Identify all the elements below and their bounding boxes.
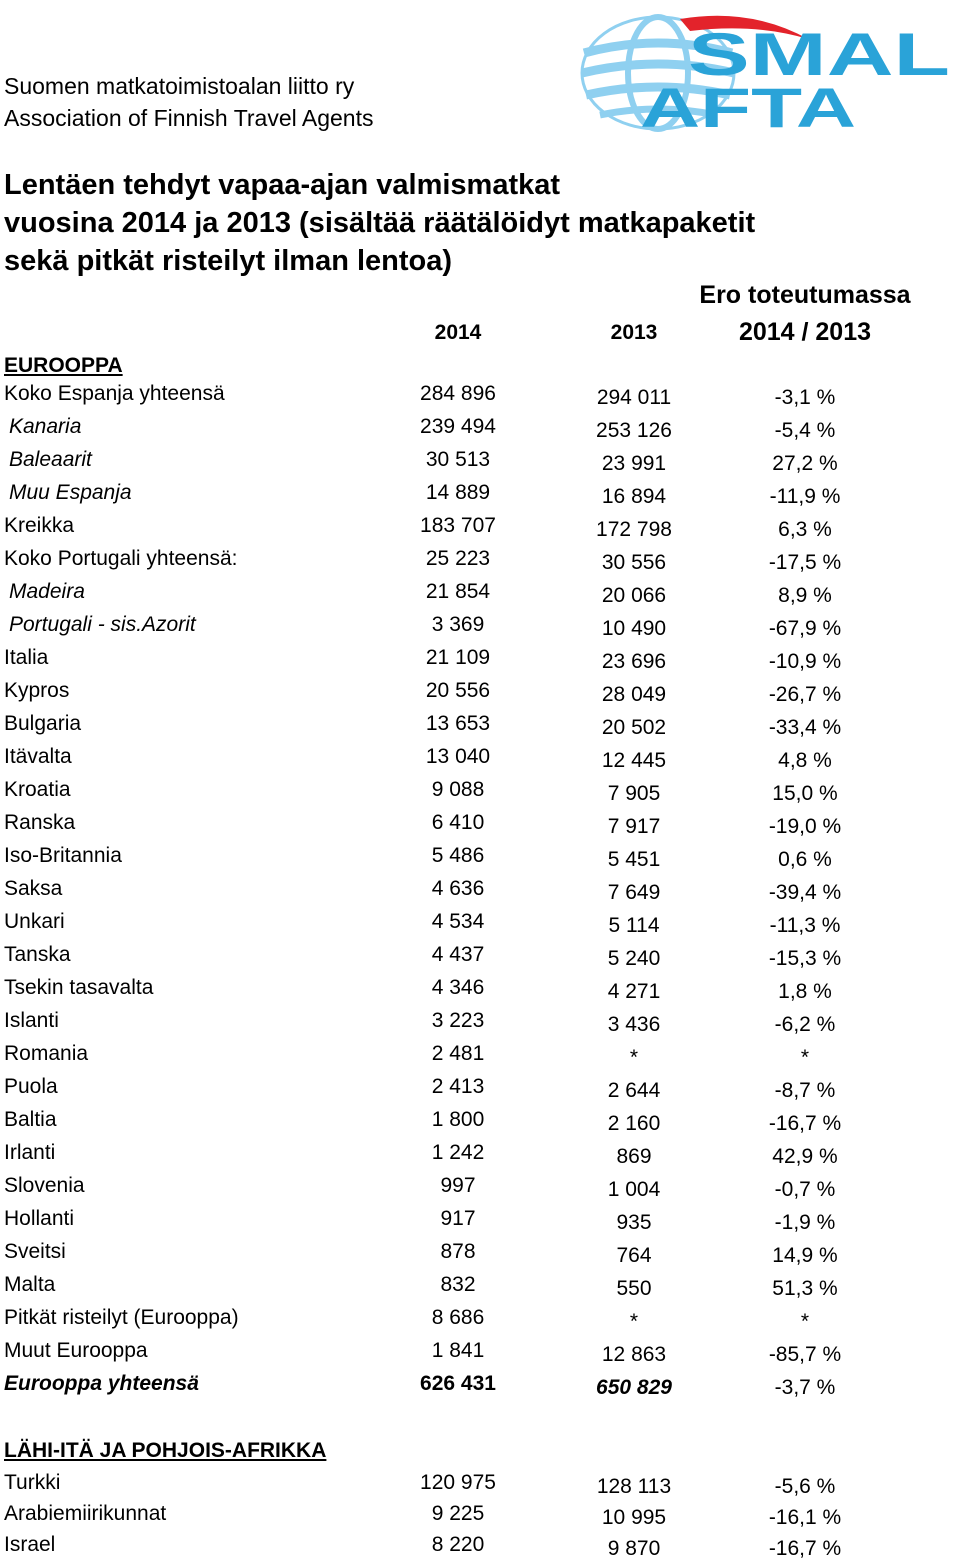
value-2014: 2 481 [431,1042,485,1065]
difference-percent: 15,0 % [772,782,838,805]
difference-percent: -85,7 % [768,1343,842,1366]
value-2013: 3 436 [607,1013,661,1036]
country-name: Kreikka [4,514,75,537]
value-2014: 13 040 [425,745,491,768]
difference-percent: -3,1 % [774,386,836,409]
value-2014: 14 889 [425,481,491,504]
value-2014: 9 088 [431,778,485,801]
value-2014: 25 223 [425,547,491,570]
section-title-middle-east: LÄHI-ITÄ JA POHJOIS-AFRIKKA [4,1439,327,1462]
table-row [0,1533,960,1563]
value-2014: 997 [440,1174,476,1197]
value-2013: 10 995 [601,1506,667,1529]
difference-percent: -5,4 % [774,419,836,442]
table-row [0,481,960,511]
table-row [0,1207,960,1237]
country-name: Iso-Britannia [4,844,122,867]
country-name: Koko Portugali yhteensä: [4,547,238,570]
country-name: Ranska [4,811,76,834]
value-2014: 5 486 [431,844,485,867]
value-2013: 935 [616,1211,652,1234]
table-row [0,844,960,874]
value-2014: 4 346 [431,976,485,999]
country-name: Kypros [4,679,70,702]
value-2013: 12 863 [601,1343,667,1366]
value-2014: 120 975 [420,1471,496,1494]
value-2013: 294 011 [596,386,672,409]
difference-percent: -0,7 % [774,1178,836,1201]
value-2014: 917 [440,1207,476,1230]
difference-percent: -16,7 % [768,1537,842,1560]
difference-percent: * [800,1310,810,1333]
value-2013: 30 556 [601,551,667,574]
table-row [0,1009,960,1039]
country-name: Unkari [4,910,65,933]
value-2013: 7 905 [607,782,661,805]
column-header-ratio: 2014 / 2013 [738,318,872,346]
difference-percent: -17,5 % [768,551,842,574]
table-row [0,976,960,1006]
difference-percent: 4,8 % [778,749,832,772]
country-name: Madeira [9,580,85,603]
value-2013: 550 [616,1277,652,1300]
title-line: vuosina 2014 ja 2013 (sisältää räätälöidyt matkapaketit [4,207,756,239]
difference-percent: -15,3 % [768,947,842,970]
difference-percent: -6,2 % [774,1013,836,1036]
value-2013: 10 490 [601,617,667,640]
table-row [0,514,960,544]
value-2014: 21 109 [425,646,491,669]
value-2014: 3 369 [431,613,485,636]
organization-name [4,70,373,134]
value-2014: 3 223 [431,1009,485,1032]
country-name: Malta [4,1273,56,1296]
difference-percent: -5,6 % [774,1475,836,1498]
country-name: Slovenia [4,1174,85,1197]
difference-percent: * [800,1046,810,1069]
difference-percent: 51,3 % [772,1277,838,1300]
difference-percent: -33,4 % [768,716,842,739]
value-2014: 6 410 [431,811,485,834]
difference-percent: -1,9 % [774,1211,836,1234]
value-2013: 7 649 [607,881,661,904]
table-row [0,1502,960,1532]
table-row [0,580,960,610]
value-2013: 128 113 [596,1475,672,1498]
table-row [0,1141,960,1171]
organization-name-fi: Suomen matkatoimistoalan liitto ry [4,73,355,99]
difference-percent: -39,4 % [768,881,842,904]
difference-percent: -67,9 % [768,617,842,640]
country-name: Israel [4,1533,56,1556]
value-2013: 7 917 [607,815,661,838]
table-row [0,1339,960,1369]
difference-percent: -11,9 % [769,485,841,508]
country-name: Turkki [4,1471,61,1494]
value-2013: 5 240 [607,947,661,970]
difference-percent: 14,9 % [772,1244,838,1267]
value-2013: 1 004 [607,1178,661,1201]
value-2013: 650 829 [596,1376,672,1399]
table-row [0,811,960,841]
country-name: Tanska [4,943,71,966]
value-2014: 183 707 [420,514,496,537]
title-line: sekä pitkät risteilyt ilman lentoa) [4,245,453,277]
value-2013: 253 126 [596,419,672,442]
value-2013: 869 [616,1145,652,1168]
table-row [0,1075,960,1105]
country-name: Koko Espanja yhteensä [4,382,225,405]
difference-percent: -8,7 % [774,1079,836,1102]
table-row [0,1042,960,1072]
difference-percent: 1,8 % [778,980,832,1003]
value-2014: 626 431 [420,1372,496,1395]
table-row [0,778,960,808]
country-name: Pitkät risteilyt (Eurooppa) [4,1306,239,1329]
table-row [0,1471,960,1501]
value-2013: 172 798 [596,518,672,541]
country-name: Italia [4,646,49,669]
logo-text-afta: AFTA [640,76,856,135]
difference-percent: 0,6 % [778,848,832,871]
value-2014: 8 220 [431,1533,485,1556]
difference-percent: -19,0 % [768,815,842,838]
table-row [0,712,960,742]
value-2013: 9 870 [607,1537,661,1560]
difference-percent: -16,1 % [768,1506,842,1529]
value-2013: 2 644 [607,1079,661,1102]
report-title [4,166,755,280]
difference-percent: -10,9 % [768,650,842,673]
difference-percent: -3,7 % [774,1376,836,1399]
value-2014: 284 896 [420,382,496,405]
country-name: Itävalta [4,745,72,768]
table-row [0,646,960,676]
value-2013: * [629,1310,639,1333]
country-name: Tsekin tasavalta [4,976,154,999]
value-2013: 12 445 [601,749,667,772]
organization-name-en: Association of Finnish Travel Agents [4,105,374,131]
country-name: Muut Eurooppa [4,1339,148,1362]
country-name: Puola [4,1075,58,1098]
value-2013: 5 114 [608,914,660,937]
country-name: Portugali - sis.Azorit [9,613,196,636]
table-row [0,910,960,940]
table-row [0,745,960,775]
country-name: Kroatia [4,778,71,801]
difference-percent: -26,7 % [768,683,842,706]
value-2014: 9 225 [431,1502,485,1525]
table-row [0,448,960,478]
column-header-2013: 2013 [610,321,658,344]
table-row [0,943,960,973]
table-row [0,382,960,412]
value-2014: 1 242 [431,1141,485,1164]
country-name: Islanti [4,1009,59,1032]
value-2014: 239 494 [420,415,496,438]
country-name: Arabiemiirikunnat [4,1502,167,1525]
country-name: Irlanti [4,1141,56,1164]
value-2013: 2 160 [607,1112,661,1135]
difference-percent: 42,9 % [772,1145,838,1168]
table-row [0,1240,960,1270]
country-name: Muu Espanja [9,481,132,504]
country-name: Baltia [4,1108,57,1131]
country-name: Saksa [4,877,63,900]
value-2013: 20 066 [601,584,667,607]
value-2013: 764 [616,1244,652,1267]
country-name: Sveitsi [4,1240,66,1263]
value-2014: 1 800 [431,1108,485,1131]
table-row [0,1108,960,1138]
logo-text-smal: SMAL [688,21,950,88]
country-name: Hollanti [4,1207,75,1230]
table-row [0,1372,960,1402]
value-2013: 28 049 [601,683,667,706]
table-row [0,1306,960,1336]
value-2013: 5 451 [607,848,661,871]
value-2014: 2 413 [431,1075,485,1098]
column-header-2014: 2014 [434,321,482,344]
value-2014: 30 513 [425,448,491,471]
value-2014: 20 556 [425,679,491,702]
value-2013: * [629,1046,639,1069]
value-2014: 1 841 [431,1339,485,1362]
value-2013: 23 991 [601,452,667,475]
value-2013: 16 894 [601,485,667,508]
value-2013: 20 502 [601,716,667,739]
country-name: Kanaria [9,415,82,438]
value-2014: 4 437 [431,943,485,966]
value-2014: 4 534 [431,910,485,933]
table-row [0,679,960,709]
country-name: Bulgaria [4,712,82,735]
smal-afta-logo [580,5,956,135]
table-row [0,1174,960,1204]
country-name: Eurooppa yhteensä [4,1372,199,1395]
value-2014: 13 653 [425,712,491,735]
difference-percent: -11,3 % [769,914,841,937]
title-line: Lentäen tehdyt vapaa-ajan valmismatkat [4,169,561,201]
section-title-europe: EUROOPPA [4,354,123,377]
value-2014: 21 854 [425,580,491,603]
table-row [0,547,960,577]
table-row [0,613,960,643]
value-2013: 23 696 [601,650,667,673]
table-row [0,415,960,445]
country-name: Baleaarit [9,448,92,471]
country-name: Romania [4,1042,89,1065]
value-2013: 4 271 [607,980,661,1003]
difference-percent: 8,9 % [778,584,832,607]
value-2014: 4 636 [431,877,485,900]
value-2014: 832 [440,1273,476,1296]
difference-percent: 27,2 % [772,452,838,475]
column-header-difference: Ero toteutumassa [699,281,911,309]
value-2014: 878 [440,1240,476,1263]
difference-percent: -16,7 % [768,1112,842,1135]
table-row [0,877,960,907]
difference-percent: 6,3 % [778,518,832,541]
value-2014: 8 686 [431,1306,485,1329]
table-row [0,1273,960,1303]
